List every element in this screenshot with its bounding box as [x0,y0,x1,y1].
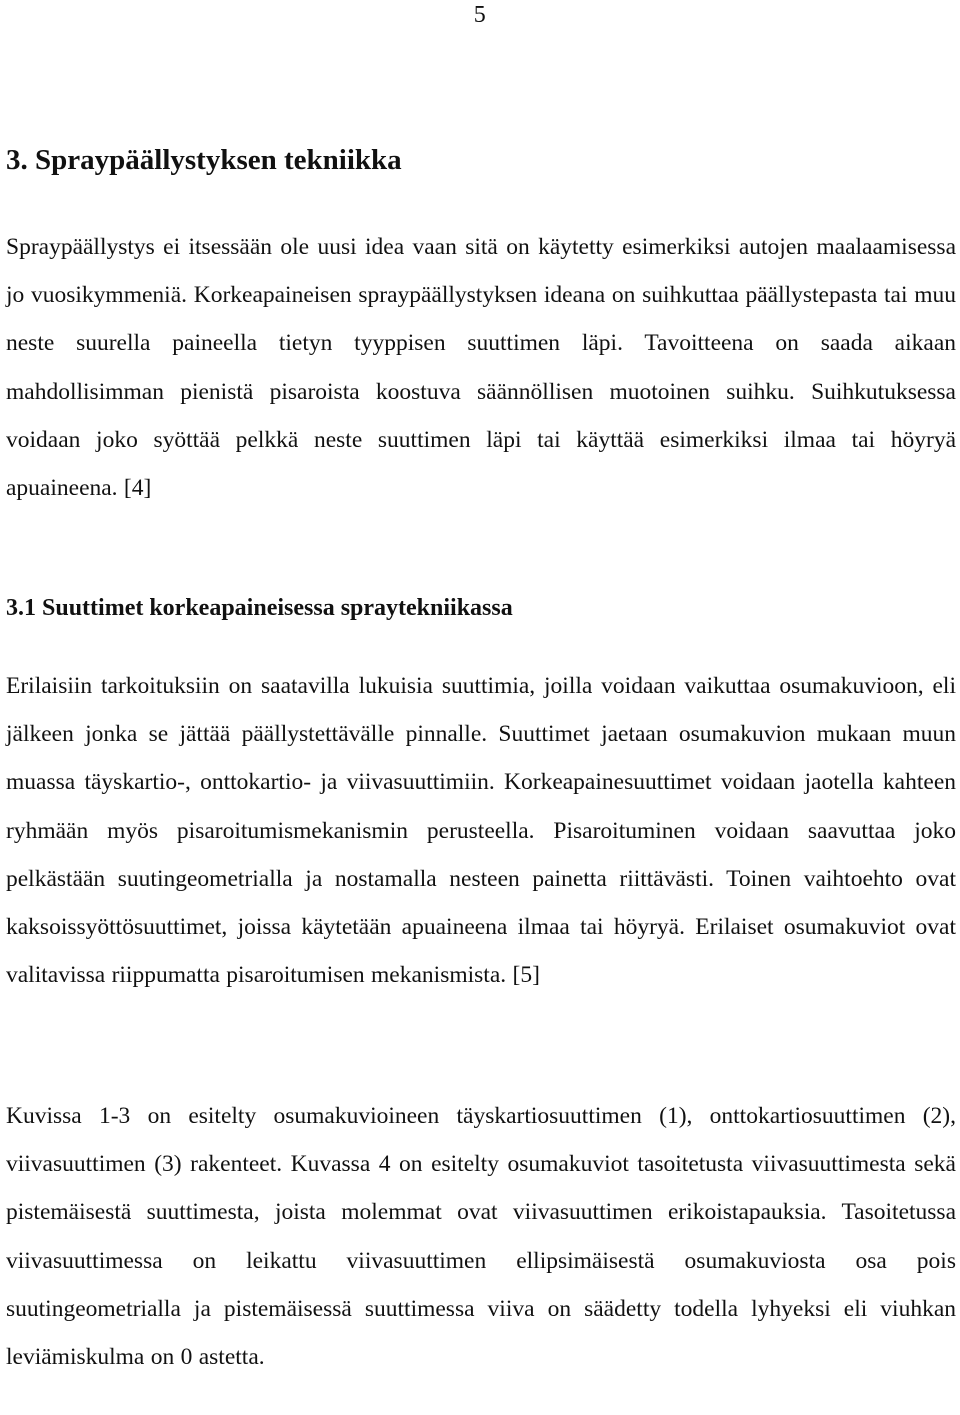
section-paragraph: Spraypäällystys ei itsessään ole uusi idea vaan sitä on käytetty esimerkiksi autojen maalaamisessa jo vuosikymmeniä. Korkeapaineisen spraypäällystyksen ideana on suihkuttaa päällystepasta tai muu neste suurella paineella tietyn tyyppisen suuttimen läpi. Tavoitteena on saada aikaan mahdollisimman pienistä pisaroista koostuva säännöllisen muotoinen suihku. Suihkutuksessa voidaan joko syöttää pelkkä neste suuttimen läpi tai käyttää esimerkiksi ilmaa tai höyryä apuaineena. [4] [6,234,956,502]
subsection-paragraph-2: Kuvissa 1-3 on esitelty osumakuvioineen täyskartiosuuttimen (1), onttokartiosuuttimen (2), viivasuuttimen (3) rakenteet. Kuvassa 4 on esitelty osumakuviot tasoitetusta viivasuuttimesta sekä pistemäisestä suuttimesta, joista molemmat ovat viivasuuttimen erikoistapauksia. Tasoitetussa viivasuuttimessa on leikattu viivasuuttimen ellipsimäisestä osumakuviosta osa pois suutingeometrialla ja pistemäisessä suuttimessa viiva on säädetty todella lyhyeksi eli viuhkan leviämiskulma on 0 astetta. [6,1103,956,1371]
subsection-heading: 3.1 Suuttimet korkeapaineisessa spraytekniikassa [6,595,513,621]
section-heading: 3. Spraypäällystyksen tekniikka [6,144,402,176]
subsection-paragraph-1: Erilaisiin tarkoituksiin on saatavilla lukuisia suuttimia, joilla voidaan vaikuttaa osumakuvioon, eli jälkeen jonka se jättää päällystettävälle pinnalle. Suuttimet jaetaan osumakuvion mukaan muun muassa täyskartio-, onttokartio- ja viivasuuttimiin. Korkeapainesuuttimet voidaan jaotella kahteen ryhmään myös pisaroitumismekanismin perusteella. Pisaroituminen voidaan saavuttaa joko pelkästään suutingeometrialla ja nostamalla nesteen painetta riittävästi. Toinen vaihtoehto ovat kaksoissyöttösuuttimet, joissa käytetään apuaineena ilmaa tai höyryä. Erilaiset osumakuviot ovat valitavissa riippumatta pisaroitumisen mekanismista. [5] [6,673,956,989]
page-number: 5 [473,2,487,28]
